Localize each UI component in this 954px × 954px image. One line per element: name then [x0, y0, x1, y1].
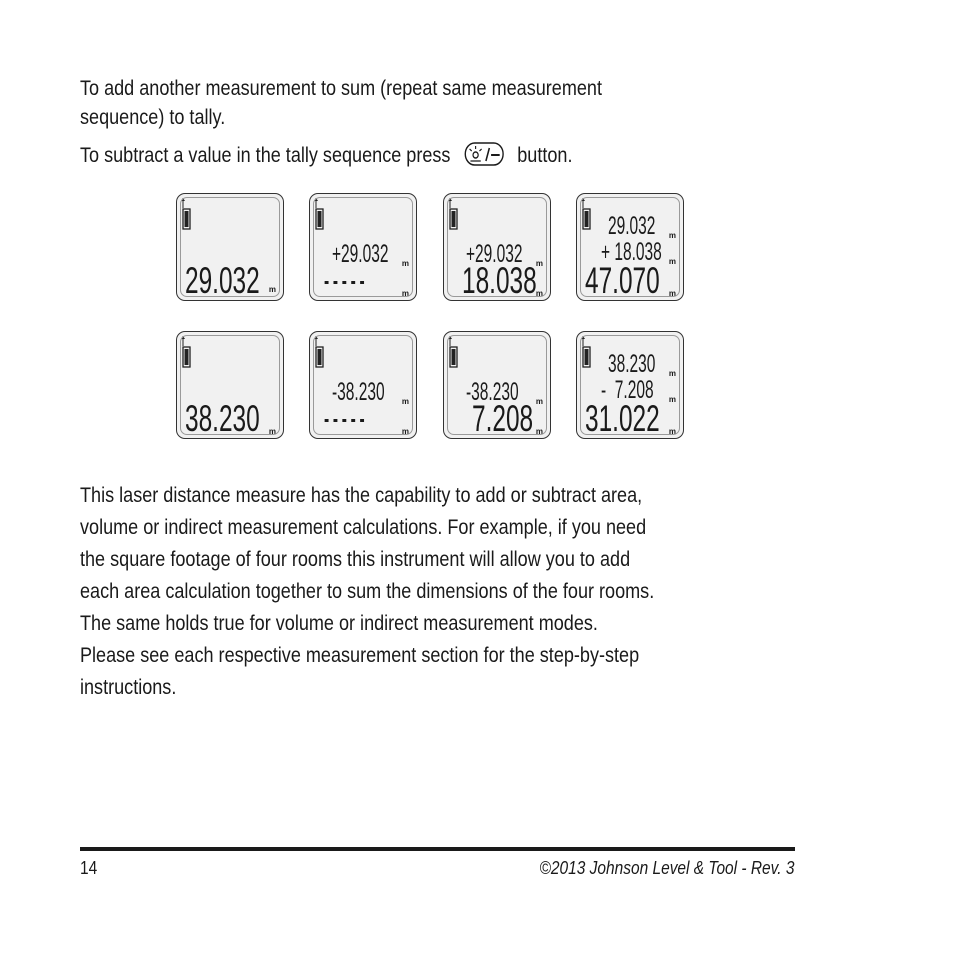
sum-result: 47.070 [585, 260, 660, 301]
second-operand: - 7.208 [601, 376, 654, 404]
reference-pointer-icon [181, 198, 193, 232]
top-reading: +29.032 [466, 240, 523, 268]
lcd-display-add-2 [309, 193, 417, 301]
lcd-display-add-4 [576, 193, 684, 301]
pending-dashes: ----- [324, 267, 369, 295]
unit-label: m [668, 395, 676, 404]
unit-label: m [535, 397, 543, 406]
laser-plus-minus-icon [464, 142, 504, 166]
reference-pointer-icon [448, 336, 460, 370]
unit-label: m [401, 427, 409, 436]
body-line: Please see each respective measurement section for the step-by-step [80, 644, 640, 667]
unit-label: m [668, 427, 676, 436]
unit-label: m [401, 289, 409, 298]
difference-result: 31.022 [585, 398, 660, 439]
reference-pointer-icon [181, 336, 193, 370]
subtract-text-after: button. [517, 144, 573, 167]
body-line: instructions. [80, 676, 177, 699]
second-operand: + 18.038 [601, 238, 662, 266]
subtract-instruction [80, 140, 572, 172]
lcd-display-subtract-3 [443, 331, 551, 439]
intro-line-2: sequence) to tally. [80, 106, 226, 129]
main-reading: 38.230 [185, 398, 260, 439]
body-line: each area calculation together to sum the dimensions of the four rooms. [80, 580, 655, 603]
unit-label: m [668, 289, 676, 298]
unit-label: m [268, 427, 276, 436]
unit-label: m [401, 259, 409, 268]
body-line: This laser distance measure has the capability to add or subtract area, [80, 484, 643, 507]
body-line: volume or indirect measurement calculations. For example, if you need [80, 516, 647, 539]
first-operand: 38.230 [608, 350, 656, 378]
unit-label: m [668, 369, 676, 378]
page-number: 14 [80, 858, 98, 878]
intro-paragraph [80, 74, 602, 132]
lcd-display-add-3 [443, 193, 551, 301]
unit-label: m [535, 427, 543, 436]
body-line: the square footage of four rooms this instrument will allow you to add [80, 548, 631, 571]
unit-label: m [668, 257, 676, 266]
reference-pointer-icon [581, 198, 593, 232]
top-reading: -38.230 [466, 378, 519, 406]
reference-pointer-icon [581, 336, 593, 370]
top-reading: +29.032 [332, 240, 389, 268]
subtract-text-before: To subtract a value in the tally sequence press [80, 144, 451, 167]
reference-pointer-icon [448, 198, 460, 232]
main-reading: 7.208 [472, 398, 534, 439]
unit-label: m [401, 397, 409, 406]
unit-label: m [535, 289, 543, 298]
copyright-notice: ©2013 Johnson Level & Tool - Rev. 3 [539, 858, 794, 878]
pending-dashes: ----- [324, 405, 369, 433]
top-reading: -38.230 [332, 378, 385, 406]
body-paragraph [80, 480, 654, 704]
lcd-display-subtract-1 [176, 331, 284, 439]
reference-pointer-icon [314, 198, 326, 232]
intro-line-1: To add another measurement to sum (repeat same measurement [80, 77, 603, 100]
main-reading: 18.038 [462, 260, 537, 301]
unit-label: m [535, 259, 543, 268]
first-operand: 29.032 [608, 212, 656, 240]
reference-pointer-icon [314, 336, 326, 370]
lcd-display-subtract-4 [576, 331, 684, 439]
unit-label: m [268, 285, 276, 294]
lcd-display-add-1 [176, 193, 284, 301]
footer-divider [80, 847, 795, 851]
unit-label: m [668, 231, 676, 240]
main-reading: 29.032 [185, 260, 260, 301]
lcd-display-subtract-2 [309, 331, 417, 439]
body-line: The same holds true for volume or indirect measurement modes. [80, 612, 598, 635]
